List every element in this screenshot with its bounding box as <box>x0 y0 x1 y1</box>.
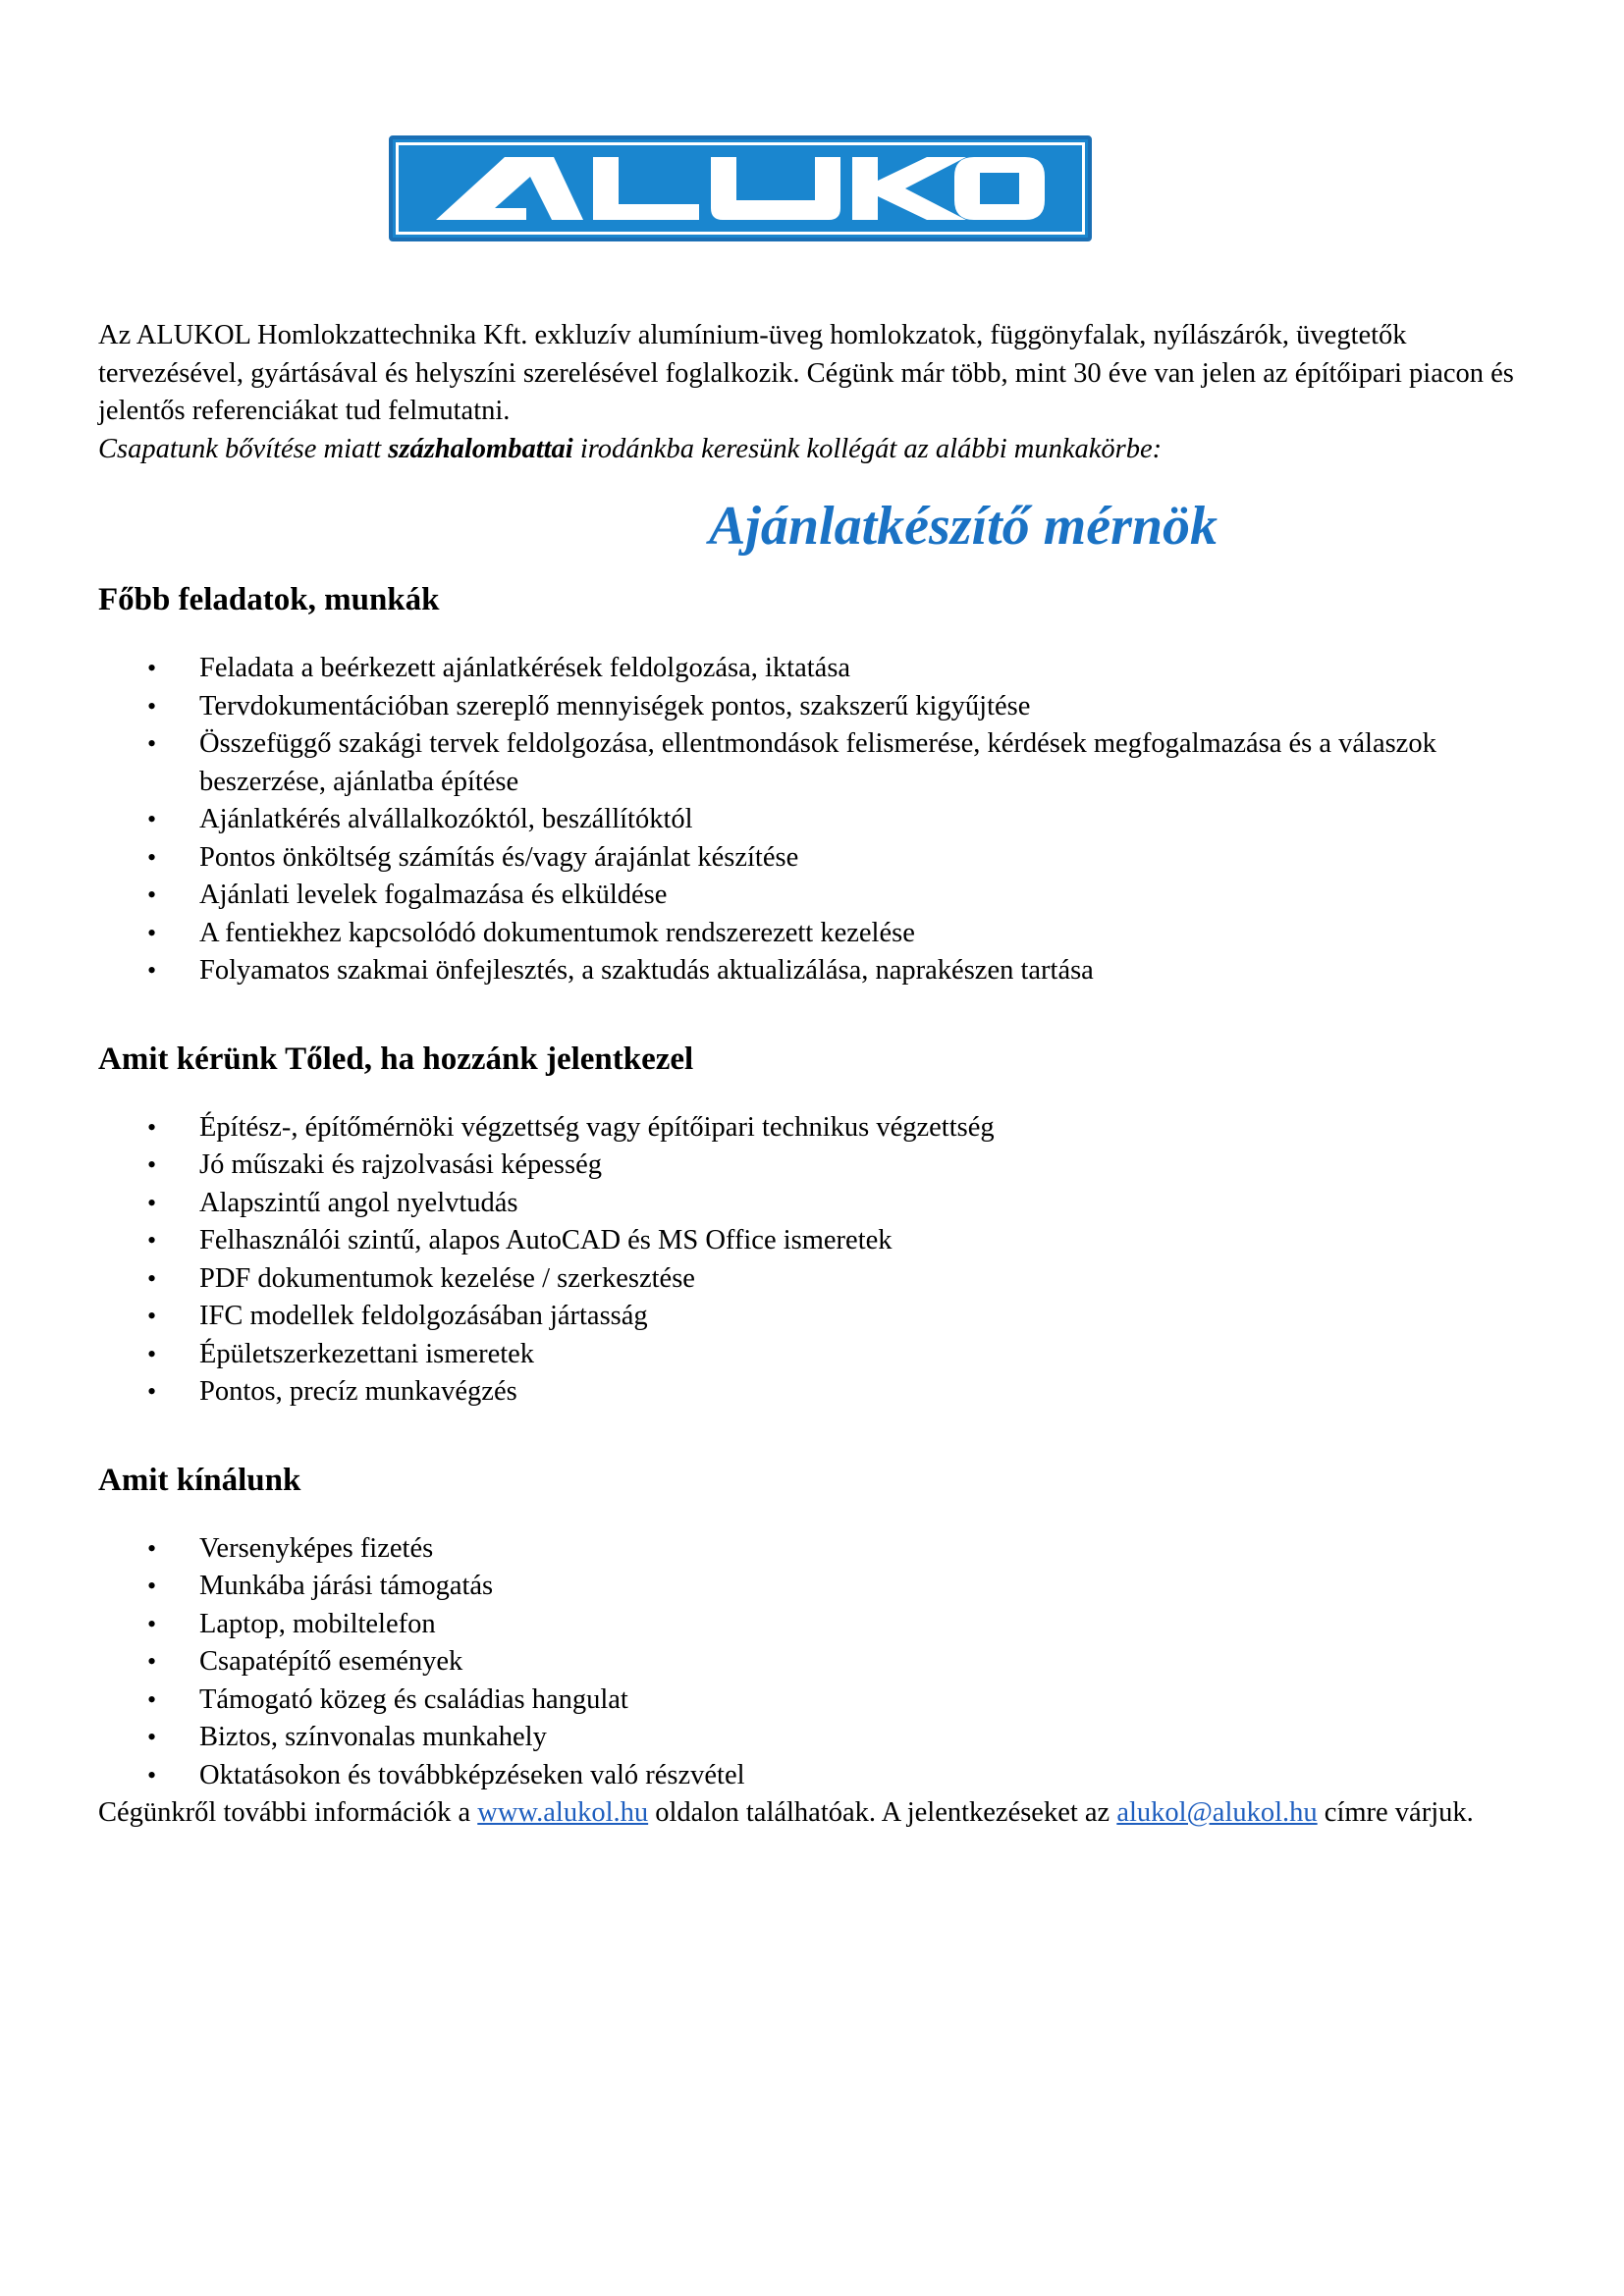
footer-paragraph <box>98 1794 1542 1833</box>
footer-text-3: címre várjuk. <box>1317 1797 1474 1828</box>
bullet-icon: • <box>147 1188 157 1217</box>
list-item-text: Építész-, építőmérnöki végzettség vagy építőipari technikus végzettség <box>199 1111 995 1143</box>
list-item <box>98 1147 1542 1185</box>
tasks-list <box>98 650 1542 990</box>
bullet-icon: • <box>147 1572 157 1600</box>
list-item <box>98 1643 1542 1682</box>
list-item <box>98 650 1542 688</box>
intro-italic-after: irodánkba keresünk kollégát az alábbi munkakörbe: <box>572 433 1163 464</box>
bullet-icon: • <box>147 1647 157 1676</box>
email-link[interactable]: alukol@alukol.hu <box>1116 1797 1318 1828</box>
list-item-text: Tervdokumentációban szereplő mennyiségek pontos, szakszerű kigyűjtése <box>199 690 1031 721</box>
list-item <box>98 952 1542 990</box>
list-item <box>98 1373 1542 1412</box>
bullet-icon: • <box>147 1760 157 1789</box>
list-item-text: Alapszintű angol nyelvtudás <box>199 1187 518 1218</box>
bullet-icon: • <box>147 805 157 833</box>
list-item <box>98 1757 1542 1795</box>
list-item <box>98 1606 1542 1644</box>
list-item <box>98 1222 1542 1260</box>
list-item <box>98 1682 1542 1720</box>
bullet-icon: • <box>147 1339 157 1368</box>
list-item-text: Csapatépítő események <box>199 1646 463 1677</box>
document-body <box>98 317 1542 1833</box>
bullet-icon: • <box>147 1112 157 1142</box>
list-item-text: Jó műszaki és rajzolvasási képesség <box>199 1149 602 1180</box>
list-item-text: A fentiekhez kapcsolódó dokumentumok rendszerezett kezelése <box>199 917 915 948</box>
website-link[interactable]: www.alukol.hu <box>477 1797 649 1828</box>
bullet-icon: • <box>147 1533 157 1563</box>
list-item-text: Munkába járási támogatás <box>199 1571 494 1601</box>
list-item <box>98 688 1542 726</box>
list-item <box>98 877 1542 915</box>
list-item <box>98 1719 1542 1757</box>
list-item-text: Folyamatos szakmai önfejlesztés, a szaktudás aktualizálása, naprakészen tartása <box>199 955 1094 986</box>
list-item-text: Támogató közeg és családias hangulat <box>199 1683 628 1715</box>
offer-heading: Amit kínálunk <box>98 1462 301 1498</box>
list-item <box>98 1298 1542 1336</box>
list-item-text: Laptop, mobiltelefon <box>199 1608 436 1639</box>
intro-paragraph: Az ALUKOL Homlokzattechnika Kft. exkluzív alumínium-üveg homlokzatok, függönyfalak, nyílászárók, üvegtetők tervezésével, gyártásával és helyszíni szerelésével foglalkozik. Cégünk már több, mint 30 éve van jelen az építőipari piacon és jelentős referenciákat tud felmutatni. <box>98 320 1514 426</box>
list-item <box>98 915 1542 953</box>
list-item-text: Felhasználói szintű, alapos AutoCAD és MS Office ismeretek <box>199 1225 893 1255</box>
bullet-icon: • <box>147 956 157 985</box>
list-item <box>98 1530 1542 1569</box>
list-item-text: Oktatásokon és továbbképzéseken való részvétel <box>199 1759 745 1790</box>
list-item <box>98 725 1542 801</box>
company-logo <box>389 135 1092 241</box>
list-item-text: Versenyképes fizetés <box>199 1532 434 1564</box>
list-item <box>98 1568 1542 1606</box>
footer-text-2: oldalon találhatóak. A jelentkezéseket az <box>648 1797 1117 1828</box>
list-item-text: Pontos önköltség számítás és/vagy árajánlat készítése <box>199 841 799 873</box>
list-item <box>98 1109 1542 1148</box>
bullet-icon: • <box>147 1684 157 1714</box>
intro-italic-line <box>98 431 1542 469</box>
list-item-text: Ajánlati levelek fogalmazása és elküldése <box>199 880 668 910</box>
intro-italic-location: százhalombattai <box>388 433 573 464</box>
offer-list <box>98 1530 1542 1795</box>
bullet-icon: • <box>147 1377 157 1406</box>
bullet-icon: • <box>147 654 157 682</box>
bullet-icon: • <box>147 918 157 947</box>
intro-italic-before: Csapatunk bővítése miatt <box>98 433 389 464</box>
list-item-text: Pontos, precíz munkavégzés <box>199 1376 517 1407</box>
bullet-icon: • <box>147 1226 157 1255</box>
list-item <box>98 1185 1542 1223</box>
alukol-logo-icon <box>436 157 1045 220</box>
list-item <box>98 839 1542 878</box>
bullet-icon: • <box>147 1723 157 1751</box>
bullet-icon: • <box>147 691 157 721</box>
bullet-icon: • <box>147 1609 157 1638</box>
bullet-icon: • <box>147 1302 157 1330</box>
list-item-text: Feladata a beérkezett ajánlatkérések feldolgozása, iktatása <box>199 653 851 683</box>
list-item <box>98 1260 1542 1299</box>
list-item-text: Biztos, színvonalas munkahely <box>199 1722 547 1752</box>
list-item <box>98 1336 1542 1374</box>
bullet-icon: • <box>147 881 157 909</box>
list-item-text: Ajánlatkérés alvállalkozóktól, beszállítóktól <box>199 804 693 834</box>
list-item <box>98 801 1542 839</box>
requirements-list <box>98 1109 1542 1412</box>
list-item-text: PDF dokumentumok kezelése / szerkesztése <box>199 1262 695 1294</box>
bullet-icon: • <box>147 1150 157 1179</box>
requirements-heading: Amit kérünk Tőled, ha hozzánk jelentkezel <box>98 1041 694 1077</box>
job-title: Ajánlatkészítő mérnök <box>708 496 1218 557</box>
footer-text-1: Cégünkről további információk a <box>98 1797 478 1828</box>
list-item-text: IFC modellek feldolgozásában jártasság <box>199 1301 648 1331</box>
list-item-text: Épületszerkezettani ismeretek <box>199 1338 535 1369</box>
bullet-icon: • <box>147 842 157 872</box>
bullet-icon: • <box>147 729 157 758</box>
tasks-heading: Főbb feladatok, munkák <box>98 582 440 617</box>
list-item-text: Összefüggő szakági tervek feldolgozása, ellentmondások felismerése, kérdések megfogalmazása és a válaszok beszerzése, ajánlatba építése <box>199 728 1436 797</box>
bullet-icon: • <box>147 1263 157 1293</box>
